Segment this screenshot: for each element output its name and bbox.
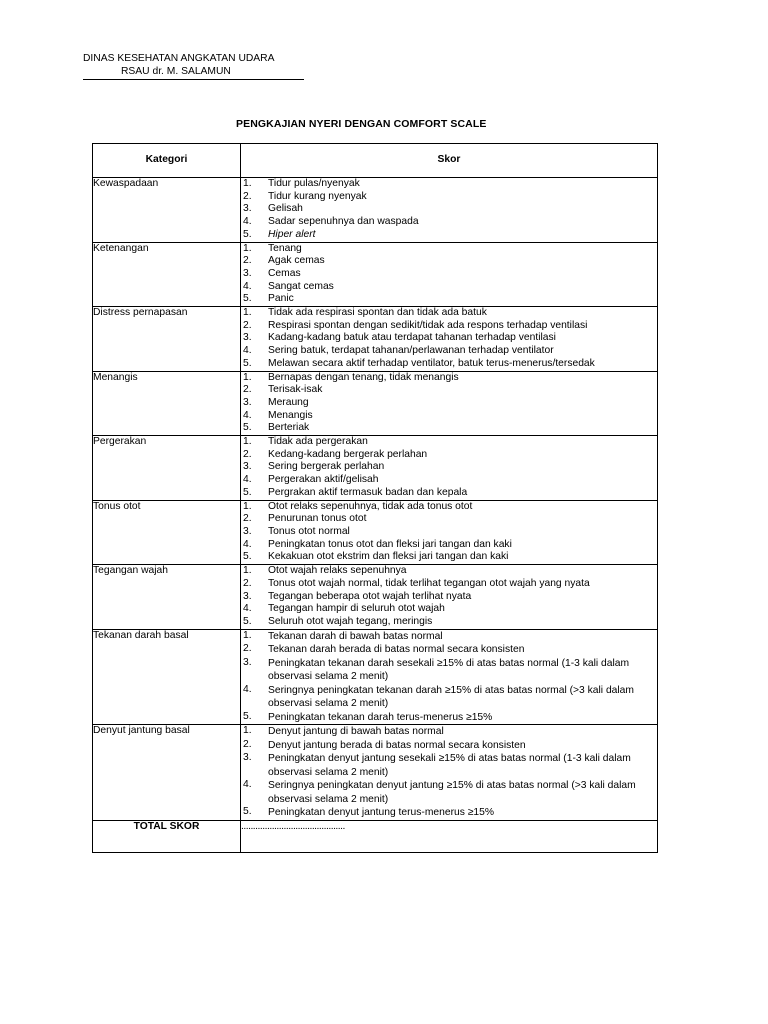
score-option: [241, 372, 657, 385]
score-option-text: Penurunan tonus otot: [268, 513, 367, 525]
score-option-number: 3.: [243, 461, 252, 473]
category-cell: Distress pernapasan: [93, 307, 241, 372]
score-options-cell: [241, 565, 658, 630]
score-option-text: Peningkatan denyut jantung sesekali ≥15% di atas batas normal (1-3 kali dalam observasi selama 2 menit): [268, 753, 631, 778]
score-option: [241, 591, 657, 604]
document-header: [83, 52, 304, 80]
score-option: [241, 449, 657, 462]
score-option: [241, 539, 657, 552]
score-option-number: 5.: [243, 422, 252, 434]
score-option-number: 4.: [243, 409, 252, 421]
score-option-number: 5.: [243, 293, 252, 305]
score-option-number: 1.: [243, 436, 252, 448]
score-option-number: 2.: [243, 384, 252, 396]
score-option-text: Berteriak: [268, 422, 310, 434]
score-options-cell: [241, 500, 658, 565]
score-option-text: Panic: [268, 293, 294, 305]
table-row: [93, 725, 658, 821]
score-option-number: 5.: [243, 486, 252, 498]
score-option-text: Tegangan beberapa otot wajah terlihat nyata: [268, 590, 472, 602]
score-option-text: Cemas: [268, 267, 301, 279]
score-option-number: 3.: [243, 752, 252, 764]
hospital-name: RSAU dr. M. SALAMUN: [121, 66, 231, 77]
score-options-cell: [241, 629, 658, 725]
score-option: [241, 203, 657, 216]
score-option-text: Menangis: [268, 409, 313, 421]
score-option: [241, 684, 657, 711]
category-cell: Pergerakan: [93, 436, 241, 501]
score-option-number: 1.: [243, 629, 252, 641]
score-options-cell: [241, 307, 658, 372]
score-option-text: Tidak ada respirasi spontan dan tidak ada batuk: [268, 307, 487, 319]
table-row: [93, 242, 658, 307]
score-option-text: Peningkatan tonus otot dan fleksi jari tangan dan kaki: [268, 538, 512, 550]
table-row: [93, 500, 658, 565]
table-row: [93, 565, 658, 630]
score-option: [241, 320, 657, 333]
score-option-text: Hiper alert: [268, 228, 316, 240]
score-option-text: Tonus otot wajah normal, tidak terlihat tegangan otot wajah yang nyata: [268, 577, 590, 589]
score-option-number: 4.: [243, 345, 252, 357]
organization-name: DINAS KESEHATAN ANGKATAN UDARA: [83, 53, 275, 64]
score-option-number: 2.: [243, 448, 252, 460]
score-option-text: Otot wajah relaks sepenuhnya: [268, 565, 407, 577]
score-option-text: Sering bergerak perlahan: [268, 461, 385, 473]
score-option-text: Sangat cemas: [268, 280, 334, 292]
score-option-number: 4.: [243, 683, 252, 695]
score-option-number: 5.: [243, 228, 252, 240]
column-header-category: Kategori: [93, 144, 241, 178]
score-option: [241, 178, 657, 191]
score-option-text: Respirasi spontan dengan sedikit/tidak ada respons terhadap ventilasi: [268, 319, 588, 331]
category-cell: Tekanan darah basal: [93, 629, 241, 725]
score-option: [241, 358, 657, 371]
total-score-label: TOTAL SKOR: [93, 820, 241, 852]
score-option-text: Tonus otot normal: [268, 525, 350, 537]
score-option-number: 1.: [243, 371, 252, 383]
score-option-text: Tekanan darah di bawah batas normal: [268, 630, 443, 642]
score-option: [241, 779, 657, 806]
score-option: [241, 739, 657, 753]
score-option: [241, 487, 657, 500]
score-option-number: 2.: [243, 190, 252, 202]
score-option-number: 5.: [243, 615, 252, 627]
score-option-number: 5.: [243, 806, 252, 818]
score-option: [241, 630, 657, 644]
score-option: [241, 616, 657, 629]
score-option-text: Tidak ada pergerakan: [268, 436, 368, 448]
score-option-text: Tegangan hampir di seluruh otot wajah: [268, 603, 445, 615]
score-option-number: 2.: [243, 738, 252, 750]
score-option: [241, 345, 657, 358]
score-option-text: Sering batuk, terdapat tahanan/perlawanan terhadap ventilator: [268, 345, 554, 357]
score-option: [241, 229, 657, 242]
score-option: [241, 657, 657, 684]
score-option-number: 4.: [243, 779, 252, 791]
score-option: [241, 513, 657, 526]
score-option-text: Peningkatan tekanan darah sesekali ≥15% di atas batas normal (1-3 kali dalam observasi selama 2 menit): [268, 657, 630, 683]
category-cell: Denyut jantung basal: [93, 725, 241, 821]
score-option-number: 3.: [243, 267, 252, 279]
score-option-text: Denyut jantung di bawah batas normal: [268, 726, 444, 738]
score-option: [241, 711, 657, 725]
table-row: [93, 436, 658, 501]
score-option: [241, 332, 657, 345]
comfort-scale-table: [92, 143, 658, 853]
score-option-text: Seringnya peningkatan denyut jantung ≥15% di atas batas normal (>3 kali dalam observasi selama 2 menit): [268, 780, 636, 805]
score-option-number: 4.: [243, 474, 252, 486]
score-option-number: 3.: [243, 525, 252, 537]
score-option-number: 1.: [243, 725, 252, 737]
category-cell: Menangis: [93, 371, 241, 436]
score-option: [241, 216, 657, 229]
score-option: [241, 578, 657, 591]
score-option-text: Tidur pulas/nyenyak: [268, 178, 360, 189]
score-option-number: 4.: [243, 538, 252, 550]
score-options-cell: [241, 371, 658, 436]
score-option-text: Kedang-kadang bergerak perlahan: [268, 448, 428, 460]
score-option: [241, 551, 657, 564]
score-option-number: 1.: [243, 565, 252, 577]
score-option-number: 3.: [243, 396, 252, 408]
score-option: [241, 526, 657, 539]
score-option: [241, 243, 657, 256]
score-option-number: 5.: [243, 710, 252, 722]
score-option: [241, 461, 657, 474]
score-option-text: Kadang-kadang batuk atau terdapat tahanan terhadap ventilasi: [268, 332, 556, 344]
score-option: [241, 565, 657, 578]
category-cell: Ketenangan: [93, 242, 241, 307]
score-option-number: 2.: [243, 255, 252, 267]
score-option-text: Tidur kurang nyenyak: [268, 190, 367, 202]
score-option-number: 2.: [243, 319, 252, 331]
score-option: [241, 281, 657, 294]
score-option-number: 2.: [243, 643, 252, 655]
category-cell: Kewaspadaan: [93, 178, 241, 243]
score-option: [241, 806, 657, 820]
score-options-cell: [241, 436, 658, 501]
score-option-text: Sadar sepenuhnya dan waspada: [268, 216, 419, 228]
score-option-number: 4.: [243, 216, 252, 228]
total-score-field: ............................................: [241, 820, 658, 852]
score-option-number: 4.: [243, 603, 252, 615]
score-option-number: 5.: [243, 551, 252, 563]
score-option-text: Seluruh otot wajah tegang, meringis: [268, 615, 433, 627]
category-cell: Tegangan wajah: [93, 565, 241, 630]
score-option: [241, 268, 657, 281]
score-option-text: Peningkatan tekanan darah terus-menerus ≥15%: [268, 711, 493, 723]
category-cell: Tonus otot: [93, 500, 241, 565]
score-option-text: Terisak-isak: [268, 384, 323, 396]
score-option: [241, 474, 657, 487]
score-option-number: 1.: [243, 178, 252, 189]
score-option: [241, 501, 657, 514]
score-option-number: 5.: [243, 357, 252, 369]
score-option: [241, 725, 657, 739]
score-option: [241, 436, 657, 449]
score-option-number: 4.: [243, 280, 252, 292]
table-row: [93, 629, 658, 725]
score-option-text: Otot relaks sepenuhnya, tidak ada tonus otot: [268, 500, 473, 512]
score-options-cell: [241, 725, 658, 821]
score-option-number: 3.: [243, 590, 252, 602]
score-option-text: Tekanan darah berada di batas normal secara konsisten: [268, 644, 525, 656]
score-option-text: Pergrakan aktif termasuk badan dan kepala: [268, 486, 468, 498]
score-option: [241, 191, 657, 204]
score-option: [241, 397, 657, 410]
score-option: [241, 603, 657, 616]
score-option-text: Agak cemas: [268, 255, 325, 267]
score-option-text: Bernapas dengan tenang, tidak menangis: [268, 371, 459, 383]
score-option-text: Kekakuan otot ekstrim dan fleksi jari tangan dan kaki: [268, 551, 509, 563]
table-row: [93, 178, 658, 243]
score-option-text: Gelisah: [268, 203, 303, 215]
table-body: [93, 178, 658, 821]
table-header-row: [93, 144, 658, 178]
score-option-number: 3.: [243, 332, 252, 344]
score-option-number: 3.: [243, 203, 252, 215]
score-option: [241, 643, 657, 657]
column-header-score: Skor: [241, 144, 658, 178]
score-option: [241, 255, 657, 268]
score-option-number: 2.: [243, 577, 252, 589]
table-row: [93, 307, 658, 372]
score-option-number: 1.: [243, 307, 252, 319]
table-row: [93, 371, 658, 436]
score-option-number: 1.: [243, 500, 252, 512]
page-title: PENGKAJIAN NYERI DENGAN COMFORT SCALE: [236, 118, 487, 130]
score-option: [241, 293, 657, 306]
score-option-text: Meraung: [268, 396, 309, 408]
score-option-number: 1.: [243, 242, 252, 254]
score-option-text: Denyut jantung berada di batas normal secara konsisten: [268, 739, 526, 751]
header-divider: [83, 79, 304, 80]
score-options-cell: [241, 178, 658, 243]
score-option-text: Peningkatan denyut jantung terus-menerus ≥15%: [268, 807, 495, 819]
score-option-text: Seringnya peningkatan tekanan darah ≥15% di atas batas normal (>3 kali dalam observasi selama 2 menit): [268, 684, 634, 710]
score-option: [241, 752, 657, 779]
total-row: [93, 820, 658, 852]
score-option: [241, 422, 657, 435]
score-option-text: Pergerakan aktif/gelisah: [268, 474, 379, 486]
score-option-number: 2.: [243, 513, 252, 525]
score-options-cell: [241, 242, 658, 307]
score-option: [241, 410, 657, 423]
score-option: [241, 307, 657, 320]
score-option-text: Melawan secara aktif terhadap ventilator, batuk terus-menerus/tersedak: [268, 357, 595, 369]
score-option: [241, 384, 657, 397]
score-option-text: Tenang: [268, 242, 302, 254]
score-option-number: 3.: [243, 656, 252, 668]
